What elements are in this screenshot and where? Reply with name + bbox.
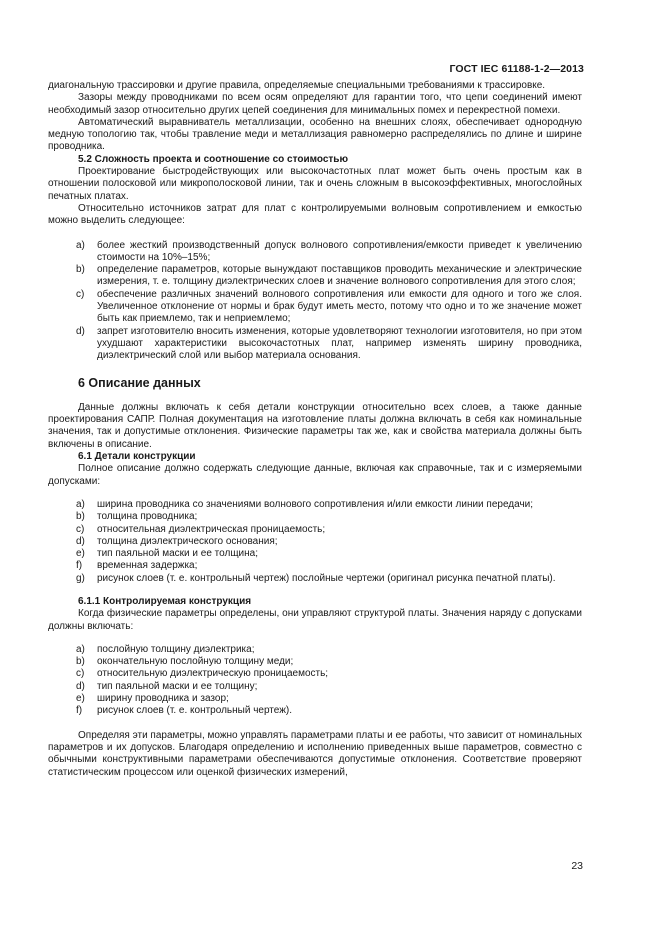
list-item: b) толщина проводника; <box>76 511 198 523</box>
paragraph: Определяя эти параметры, можно управлять параметрами платы и ее работы, что зависит от номинальных параметров и их допусков. Благодаря определению и исполнению приведенных выше параметров, совместно с обычными конструктивными параметрами обеспечиваются допустимые отклонения. Соответствие проверяют статистическим процессом или оценкой физических измерений, <box>48 729 582 778</box>
list-item: a) ширина проводника со значениями волнового сопротивления и/или емкости линии передачи; <box>76 498 534 510</box>
section-heading-6-1-1: 6.1.1 Контролируемая конструкция <box>78 595 252 607</box>
list-item: f) рисунок слоев (т. е. контрольный чертеж). <box>76 705 293 717</box>
paragraph: диагональную трассировки и другие правила, определяемые специальными требованиями к трассировке. <box>48 80 546 91</box>
list-item: d) толщина диэлектрического основания; <box>76 535 278 547</box>
section-heading-6-1: 6.1 Детали конструкции <box>78 451 196 463</box>
page-number: 23 <box>571 860 583 872</box>
list-item: a) более жесткий производственный допуск волнового сопротивления/емкости приведет к увеличению стоимости на 10%–15%; <box>76 239 582 263</box>
controlled-construction-list <box>48 644 582 718</box>
paragraph: Полное описание должно содержать следующие данные, включая как справочные, так и с измеряемыми допусками: <box>48 463 582 487</box>
construction-details-list <box>48 499 582 585</box>
paragraph: Данные должны включать к себя детали конструкции относительно всех слоев, а также данные проектирования САПР. Полная документация на изготовление платы должна включать в себя как номинальные значения, так и допустимые отклонения. Физические параметры так же, как и свойства материала должны быть включены в описание. <box>48 401 582 450</box>
paragraph: Проектирование быстродействующих или высокочастотных плат может быть очень простым как в отношении полосковой или микрополосковой линии, так и очень сложным в высокоэффективных, многослойных печатных платах. <box>48 166 582 202</box>
cost-factors-list <box>48 240 582 363</box>
list-item: d) запрет изготовителю вносить изменения, которые удовлетворяют технологии изготовителя, но при этом ухудшают характеристики высокочастотных плат, например изменять ширину проводника, диэлектрический слой или выбор материала основания. <box>76 325 582 362</box>
paragraph: Автоматический выравниватель металлизации, особенно на внешних слоях, обеспечивает однородную медную топологию так, чтобы травление меди и металлизация равномерно распределялись по длине и ширине проводника. <box>48 116 582 153</box>
list-item: c) относительная диэлектрическая проницаемость; <box>76 523 326 535</box>
list-item: c) обеспечение различных значений волнового сопротивления или емкости для одного и того же слоя. Увеличенное отклонение от нормы и брак будут иметь место, потому что одно и то же значение может быть как приемлемо, так и неприемлемо; <box>76 288 582 325</box>
list-item: a) послойную толщину диэлектрика; <box>76 643 255 655</box>
section-heading-6: 6 Описание данных <box>78 375 201 390</box>
paragraph: Относительно источников затрат для плат с контролируемыми волновым сопротивлением и емкостью можно выделить следующее: <box>48 202 582 227</box>
list-item: c) относительную диэлектрическую проницаемость; <box>76 668 329 680</box>
list-item: b) определение параметров, которые вынуждают поставщиков проводить механические и электрические измерения, т. е. толщину диэлектрических слоев и значение волнового сопротивления для этого слоя; <box>76 264 582 288</box>
section-heading-5-2: 5.2 Сложность проекта и соотношение со стоимостью <box>78 153 348 165</box>
list-item: b) окончательную послойную толщину меди; <box>76 656 294 668</box>
standard-header: ГОСТ IEC 61188-1-2—2013 <box>449 63 584 75</box>
page-content <box>48 80 582 779</box>
paragraph: Когда физические параметры определены, они управляют структурой платы. Значения наряду с допусками должны включать: <box>48 608 582 632</box>
list-item: g) рисунок слоев (т. е. контрольный чертеж) послойные чертежи (оригинал рисунка печатной платы). <box>76 572 556 584</box>
list-item: f) временная задержка; <box>76 560 198 572</box>
list-item: e) тип паяльной маски и ее толщина; <box>76 548 259 560</box>
paragraph: Зазоры между проводниками по всем осям определяют для гарантии того, что цепи соединений имеют необходимый зазор относительно других цепей соединения для минимальных помех и перекрестной помехи. <box>48 92 582 116</box>
list-item: d) тип паяльной маски и ее толщину; <box>76 680 258 692</box>
list-item: e) ширину проводника и зазор; <box>76 693 229 705</box>
